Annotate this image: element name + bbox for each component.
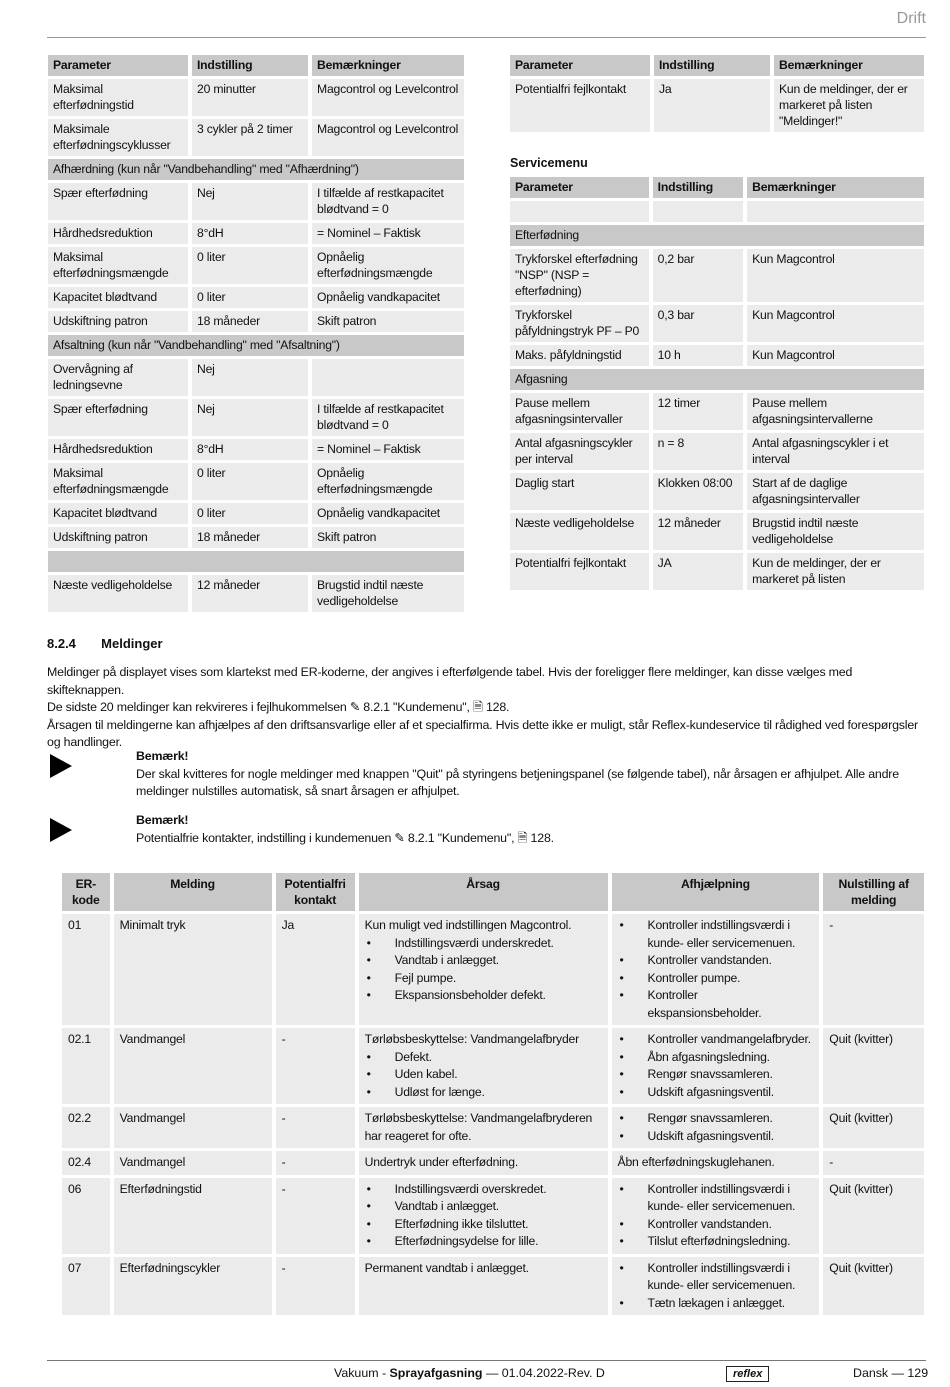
column-header-cause: Årsag [359,873,608,911]
cell-remedy [612,1178,820,1254]
cell-remarks: Kun Magcontrol [747,345,924,366]
cell-setting: 12 måneder [653,513,743,550]
cell-remarks: Antal afgasningscykler i et interval [747,433,924,470]
section-row [48,551,464,572]
cell-parameter: Trykforskel påfyldningstryk PF – P0 [510,305,649,342]
cause-item: • Efterfødningsydelse for lille. [365,1233,602,1251]
cell-setting: Nej [192,183,308,220]
cell-remedy [612,1151,820,1175]
cell-contact: - [276,1028,355,1104]
column-header-remarks: Bemærkninger [774,55,924,76]
footer-page-info [853,1366,928,1380]
cell-remarks: Opnåelig efterfødningsmængde [312,463,464,500]
note-text: Der skal kvitteres for nogle meldinger med knappen "Quit" på styringens betjeningspanel (se følgende tabel), når årsagen er afhjulpet. Alle andre meldinger nulstilles automatisk, så snart årsagen er afhjulpet. [136,766,899,798]
cause-text: Tørløbsbeskyttelse: Vandmangelafbryderen har reageret for ofte. [364,1111,593,1143]
note-block [136,812,926,847]
cell-setting: 0,3 bar [653,305,743,342]
cell-reset: Quit (kvitter) [823,1107,924,1148]
cause-item: • Indstillingsværdi overskredet. [365,1181,602,1199]
cell-remarks: Brugstid indtil næste vedligeholdelse [747,513,924,550]
remedy-item: • Kontroller pumpe. [618,970,814,988]
section-heading [47,636,163,651]
remedy-item: • Tætn lækagen i anlægget. [618,1295,814,1313]
cell-remarks: Skift patron [312,527,464,548]
cell-remarks: Brugstid indtil næste vedligeholdelse [312,575,464,612]
column-header-setting: Indstilling [653,177,743,198]
cell-setting: 10 h [653,345,743,366]
intro-paragraphs [47,664,927,752]
remedy-item: • Udskift afgasningsventil. [618,1084,814,1102]
cell-remarks: Kun Magcontrol [747,249,924,302]
cell-remarks: Opnåelig vandkapacitet [312,503,464,524]
column-header-message: Melding [114,873,272,911]
cell-remedy [612,1028,820,1104]
table-row [48,247,464,284]
cell-cause [359,1178,608,1254]
cell-parameter: Maksimal efterfødningstid [48,79,188,116]
remedy-item: • Kontroller vandmangelafbryder. [618,1031,814,1049]
cell-parameter: Spær efterfødning [48,183,188,220]
cell-setting: 12 timer [653,393,743,430]
cause-text: Kun muligt ved indstillingen Magcontrol. [364,918,572,932]
remedy-item: • Kontroller vandstanden. [618,1216,814,1234]
cell-er-code: 06 [62,1178,110,1254]
cell-reset: Quit (kvitter) [823,1178,924,1254]
remedy-item: • Kontroller indstillingsværdi i kunde- eller servicemenuen. [618,1260,814,1295]
cell-cause [359,1028,608,1104]
cell-remarks: Magcontrol og Levelcontrol [312,79,464,116]
cell-remarks: Kun de meldinger, der er markeret på listen "Meldinger!" [774,79,924,132]
section-row [48,159,464,180]
section-row [48,335,464,356]
cell-setting: 0 liter [192,247,308,284]
cell-parameter: Overvågning af ledningsevne [48,359,188,396]
cell-setting: 8°dH [192,223,308,244]
table-row [48,575,464,612]
footer-doc-revision: — 01.04.2022-Rev. D [482,1366,605,1380]
cell-setting: Klokken 08:00 [653,473,743,510]
cell-parameter: Udskiftning patron [48,311,188,332]
cell-parameter: Spær efterfødning [48,399,188,436]
note-arrow-icon [50,818,72,842]
cell-remedy [612,1257,820,1316]
section-label: Efterfødning [510,225,924,246]
paragraph: Årsagen til meldingerne kan afhjælpes af den driftsansvarlige eller af et specialfirma. Hvis dette ikke er muligt, står Reflex-kundeservice til rådighed ved forespørgsler og handlinger. [47,717,918,749]
cell-remarks: I tilfælde af restkapacitet blødtvand = 0 [312,399,464,436]
cell-parameter: Maksimale efterfødningscyklusser [48,119,188,156]
table-row [62,914,924,1025]
cell-remarks: = Nominel – Faktisk [312,439,464,460]
remedy-list [618,917,814,1022]
cell-contact: - [276,1151,355,1175]
header-divider [47,37,926,38]
cause-item: • Vandtab i anlægget. [365,1198,602,1216]
cause-item: • Udløst for længe. [365,1084,602,1102]
cell-parameter: Kapacitet blødtvand [48,287,188,308]
cell-remarks: Opnåelig efterfødningsmængde [312,247,464,284]
cell-message: Efterfødningstid [114,1178,272,1254]
note-title: Bemærk! [136,749,189,763]
remedy-text: Åbn efterfødningskuglehanen. [617,1155,775,1169]
table-row [48,503,464,524]
section-label: Afgasning [510,369,924,390]
service-menu-table [506,174,928,593]
cause-item: • Defekt. [365,1049,602,1067]
cell-parameter: Udskiftning patron [48,527,188,548]
cell-setting: 18 måneder [192,527,308,548]
cause-item: • Fejl pumpe. [365,970,602,988]
footer-doc-prefix: Vakuum - [334,1366,390,1380]
column-header-reset: Nulstilling af melding [823,873,924,911]
table-row [48,439,464,460]
cell-parameter: Maksimal efterfødningsmængde [48,247,188,284]
cause-item: • Vandtab i anlægget. [365,952,602,970]
cell-setting: Nej [192,359,308,396]
service-menu-title: Servicemenu [510,156,588,170]
table-row [510,249,924,302]
cell-er-code: 02.4 [62,1151,110,1175]
cell-setting: 18 måneder [192,311,308,332]
table-row [62,1151,924,1175]
table-row [62,1257,924,1316]
cause-text: Undertryk under efterfødning. [364,1155,519,1169]
remedy-list [618,1031,814,1101]
cell-setting: JA [653,553,743,590]
table-row [510,553,924,590]
cell-er-code: 02.2 [62,1107,110,1148]
cause-item: • Efterfødning ikke tilsluttet. [365,1216,602,1234]
cell-setting: 20 minutter [192,79,308,116]
cell-setting: 0,2 bar [653,249,743,302]
cell-parameter: Hårdhedsreduktion [48,439,188,460]
column-header-setting: Indstilling [192,55,308,76]
cause-list [365,935,602,1005]
cell-message: Minimalt tryk [114,914,272,1025]
remedy-list [618,1260,814,1313]
remedy-item: • Rengør snavssamleren. [618,1110,814,1128]
page-header-section: Drift [896,10,926,27]
remedy-item: • Kontroller vandstanden. [618,952,814,970]
paragraph: Meldinger på displayet vises som klartekst med ER-koderne, der angives i efterfølgende tabel. Hvis der foreligger flere meldinger, kan disse vælges med skifteknappen. [47,665,853,697]
cell-parameter: Trykforskel efterfødning "NSP" (NSP = efterfødning) [510,249,649,302]
cause-item: • Ekspansionsbeholder defekt. [365,987,602,1005]
column-header-remarks: Bemærkninger [747,177,924,198]
section-title: Meldinger [101,636,163,651]
cause-list [365,1049,602,1102]
cell-message: Vandmangel [114,1151,272,1175]
note-title: Bemærk! [136,813,189,827]
cell-remedy [612,914,820,1025]
cell-cause [359,914,608,1025]
column-header-setting: Indstilling [654,55,770,76]
table-row [510,473,924,510]
cell-remarks: Magcontrol og Levelcontrol [312,119,464,156]
cell-er-code: 02.1 [62,1028,110,1104]
cell-remarks [312,359,464,396]
cell-setting: 8°dH [192,439,308,460]
cell-contact: Ja [276,914,355,1025]
messages-table [58,870,928,1318]
cell-setting: 0 liter [192,463,308,500]
cell-remarks: I tilfælde af restkapacitet blødtvand = 0 [312,183,464,220]
column-header-contact: Potentialfri kontakt [276,873,355,911]
cell-parameter: Maks. påfyldningstid [510,345,649,366]
table-row [510,393,924,430]
cell-parameter: Hårdhedsreduktion [48,223,188,244]
cell-parameter: Potentialfri fejlkontakt [510,553,649,590]
cell-setting: 0 liter [192,287,308,308]
section-row [510,225,924,246]
table-row [48,79,464,116]
footer-page-number: — 129 [891,1366,929,1380]
cell-reset: - [823,1151,924,1175]
section-label: Afhærdning (kun når "Vandbehandling" med "Afhærdning") [48,159,464,180]
table-row [48,287,464,308]
cell-parameter: Kapacitet blødtvand [48,503,188,524]
footer-document-info [334,1366,605,1380]
column-header-parameter: Parameter [48,55,188,76]
cell-parameter: Potentialfri fejlkontakt [510,79,650,132]
cell-reset: Quit (kvitter) [823,1028,924,1104]
cell-parameter: Næste vedligeholdelse [48,575,188,612]
cell-remarks [747,201,924,222]
cell-contact: - [276,1178,355,1254]
table-row [510,79,924,132]
table-row [48,183,464,220]
remedy-item: • Udskift afgasningsventil. [618,1128,814,1146]
cell-cause [359,1107,608,1148]
table-row [48,527,464,548]
section-label [48,551,464,572]
remedy-list [618,1181,814,1251]
cause-item: • Indstillingsværdi underskredet. [365,935,602,953]
table-row [48,463,464,500]
cell-contact: - [276,1257,355,1316]
remedy-item: • Kontroller indstillingsværdi i kunde- eller servicemenuen. [618,917,814,952]
cell-message: Vandmangel [114,1107,272,1148]
cell-setting: 3 cykler på 2 timer [192,119,308,156]
cell-remarks: Skift patron [312,311,464,332]
cell-er-code: 07 [62,1257,110,1316]
table-row [48,119,464,156]
table-row [510,201,924,222]
note-arrow-icon [50,754,72,778]
cell-remedy [612,1107,820,1148]
table-row [48,359,464,396]
remedy-item: • Åbn afgasningsledning. [618,1049,814,1067]
cell-setting [653,201,743,222]
remedy-item: • Tilslut efterfødningsledning. [618,1233,814,1251]
cell-parameter: Antal afgasningscykler per interval [510,433,649,470]
cell-remarks: = Nominel – Faktisk [312,223,464,244]
fault-contact-table [506,52,928,135]
paragraph: De sidste 20 meldinger kan rekvireres i fejlhukommelsen ✎ 8.2.1 "Kundemenu", 🗎 128. [47,700,510,714]
cell-parameter: Daglig start [510,473,649,510]
cell-setting: n = 8 [653,433,743,470]
footer-language: Dansk [853,1366,889,1380]
table-row [48,399,464,436]
cell-parameter [510,201,649,222]
column-header-parameter: Parameter [510,55,650,76]
note-block [136,748,926,801]
cell-setting: Ja [654,79,770,132]
table-row [510,513,924,550]
cell-er-code: 01 [62,914,110,1025]
table-row [62,1028,924,1104]
cell-remarks: Kun Magcontrol [747,305,924,342]
table-row [510,305,924,342]
column-header-er-code: ER-kode [62,873,110,911]
cell-remarks: Pause mellem afgasningsintervallerne [747,393,924,430]
cell-message: Vandmangel [114,1028,272,1104]
cause-list [365,1181,602,1251]
table-row [48,223,464,244]
cell-parameter: Pause mellem afgasningsintervaller [510,393,649,430]
cell-cause [359,1257,608,1316]
column-header-remedy: Afhjælpning [612,873,820,911]
table-row [510,345,924,366]
customer-menu-parameter-table [44,52,468,615]
remedy-item: • Kontroller indstillingsværdi i kunde- eller servicemenuen. [618,1181,814,1216]
cause-item: • Uden kabel. [365,1066,602,1084]
section-number: 8.2.4 [47,636,76,651]
footer-doc-title: Sprayafgasning [389,1366,483,1380]
cell-setting: Nej [192,399,308,436]
table-row [62,1107,924,1148]
cell-setting: 0 liter [192,503,308,524]
cell-remarks: Kun de meldinger, der er markeret på listen [747,553,924,590]
footer-divider [47,1360,926,1361]
section-row [510,369,924,390]
table-row [48,311,464,332]
cell-reset: - [823,914,924,1025]
remedy-item: • Kontroller ekspansionsbeholder. [618,987,814,1022]
cell-contact: - [276,1107,355,1148]
table-row [62,1178,924,1254]
remedy-item: • Rengør snavssamleren. [618,1066,814,1084]
reflex-logo: reflex [726,1366,769,1382]
column-header-parameter: Parameter [510,177,649,198]
table-row [510,433,924,470]
section-label: Afsaltning (kun når "Vandbehandling" med "Afsaltning") [48,335,464,356]
cell-parameter: Næste vedligeholdelse [510,513,649,550]
cell-remarks: Opnåelig vandkapacitet [312,287,464,308]
note-text: Potentialfrie kontakter, indstilling i kundemenuen ✎ 8.2.1 "Kundemenu", 🗎 128. [136,830,554,845]
cell-remarks: Start af de daglige afgasningsintervaller [747,473,924,510]
remedy-list [618,1110,814,1145]
cell-parameter: Maksimal efterfødningsmængde [48,463,188,500]
cause-text: Tørløbsbeskyttelse: Vandmangelafbryder [364,1032,579,1046]
cell-cause [359,1151,608,1175]
column-header-remarks: Bemærkninger [312,55,464,76]
cause-text: Permanent vandtab i anlægget. [364,1260,529,1275]
cell-reset: Quit (kvitter) [823,1257,924,1316]
cell-message: Efterfødningscykler [114,1257,272,1316]
cell-setting: 12 måneder [192,575,308,612]
